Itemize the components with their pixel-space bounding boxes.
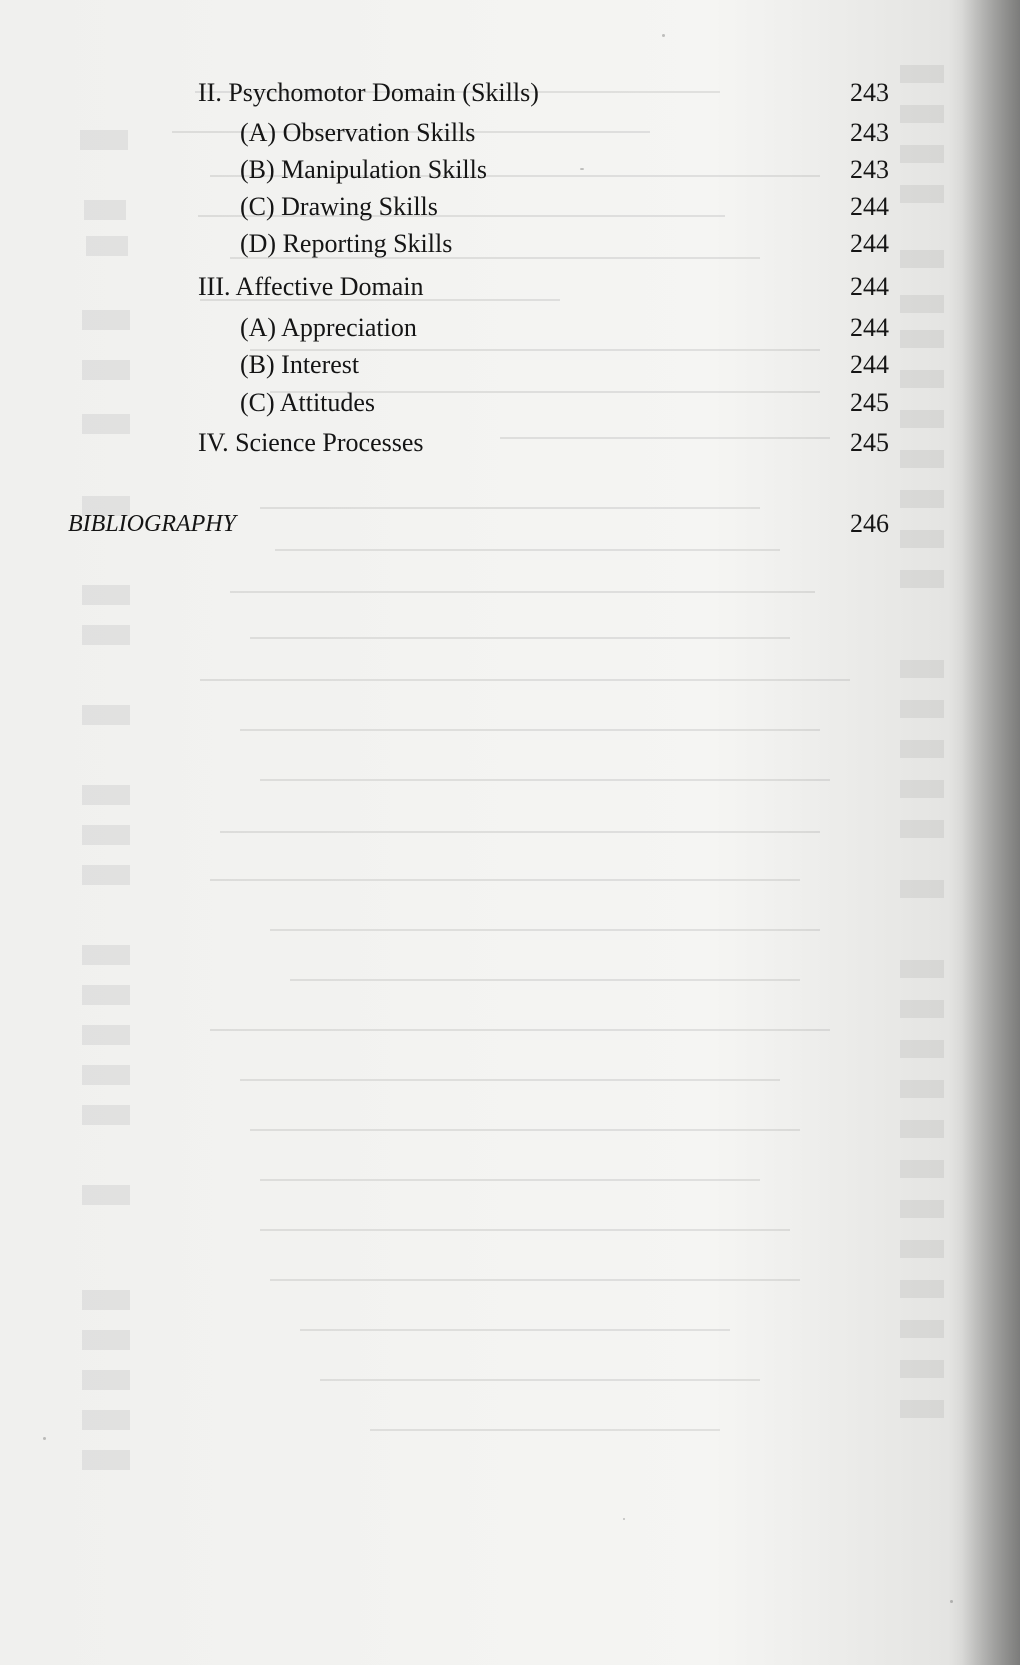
paper-speck [580,168,584,170]
page-number-appreciation: 244 [850,313,889,342]
page-number-attitudes: 245 [850,388,889,417]
toc-entry-reporting-skills: (D) Reporting Skills [240,229,453,258]
page-number-observation-skills: 243 [850,118,889,147]
page-number-manipulation-skills: 243 [850,155,889,184]
page-number-psychomotor-domain: 243 [850,78,889,107]
toc-entry-attitudes: (C) Attitudes [240,388,376,417]
toc-entry-bibliography: BIBLIOGRAPHY [68,511,236,537]
toc-entry-psychomotor-domain: II. Psychomotor Domain (Skills) [198,78,539,107]
page-number-bibliography: 246 [850,509,889,538]
page-number-reporting-skills: 244 [850,229,889,258]
page-number-drawing-skills: 244 [850,192,889,221]
toc-entry-affective-domain: III. Affective Domain [198,272,424,301]
paper-speck [662,34,665,37]
page-number-affective-domain: 244 [850,272,889,301]
toc-entry-science-processes: IV. Science Processes [198,428,424,457]
toc-entry-observation-skills: (A) Observation Skills [240,118,476,147]
toc-entry-appreciation: (A) Appreciation [240,313,417,342]
page-number-science-processes: 245 [850,428,889,457]
toc-entry-interest: (B) Interest [240,350,360,379]
paper-speck [43,1437,46,1440]
table-of-contents [0,0,1020,560]
paper-speck [623,1518,625,1520]
paper-speck [950,1600,953,1603]
page-edge-shadow [962,0,1020,1665]
toc-entry-drawing-skills: (C) Drawing Skills [240,192,438,221]
toc-entry-manipulation-skills: (B) Manipulation Skills [240,155,487,184]
page-number-interest: 244 [850,350,889,379]
